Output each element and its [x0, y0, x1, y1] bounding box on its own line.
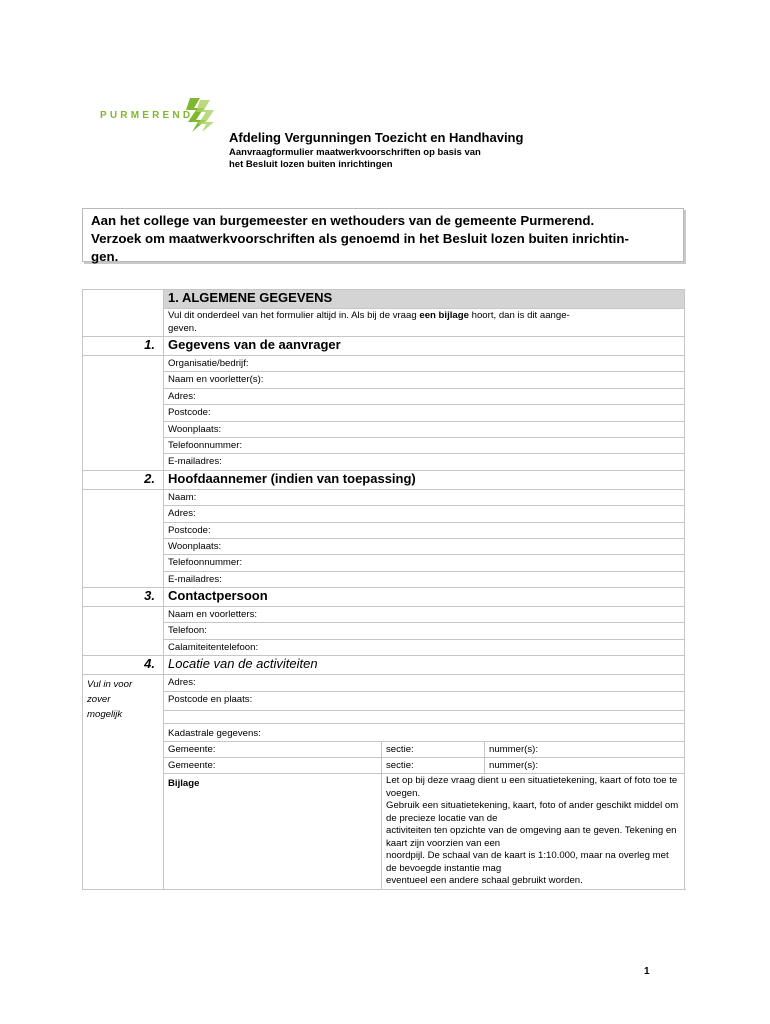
- field-calamiteitentelefoon[interactable]: Calamiteitentelefoon:: [164, 639, 685, 655]
- field-locatie-adres[interactable]: Adres:: [164, 675, 685, 691]
- logo-lightning-icon: [184, 96, 216, 132]
- empty-row[interactable]: [164, 710, 685, 723]
- intro-box: [82, 208, 684, 262]
- field-naam-voorletters[interactable]: Naam en voorletter(s):: [164, 372, 685, 388]
- note-text-3: geven.: [168, 322, 197, 334]
- field-woonplaats[interactable]: Woonplaats:: [164, 421, 685, 437]
- note-text-2: hoort, dan is dit aange-: [468, 310, 570, 321]
- field-hoofdaannemer-adres[interactable]: Adres:: [164, 506, 685, 522]
- page-number: 1: [644, 966, 650, 977]
- bijlage-line-4: noordpijl. De schaal van de kaart is 1:10.000, maar na overleg met de bevoegde instantie mag: [386, 850, 669, 874]
- general-data-form: [82, 289, 685, 890]
- section-title: 1. ALGEMENE GEGEVENS: [164, 290, 685, 309]
- form-subtitle: [229, 147, 589, 171]
- side-note-line-3: mogelijk: [87, 709, 123, 721]
- intro-line-2: Verzoek om maatwerkvoorschriften als genoemd in het Besluit lozen buiten inrichtin-: [91, 231, 629, 246]
- bijlage-label: Bijlage: [164, 774, 382, 890]
- subtitle-line-1: Aanvraagformulier maatwerkvoorschriften op basis van: [229, 147, 481, 158]
- field-sectie-2[interactable]: sectie:: [382, 758, 485, 774]
- field-contact-naam[interactable]: Naam en voorletters:: [164, 607, 685, 623]
- field-kadastraal-label: Kadastrale gegevens:: [164, 723, 685, 741]
- logo-text: PURMEREND: [100, 110, 194, 121]
- group-3-number: 3.: [83, 588, 164, 607]
- bijlage-line-2: Gebruik een situatietekening, kaart, foto of ander geschikt middel om de precieze locatie van de: [386, 800, 679, 824]
- section-note: [164, 309, 685, 337]
- purmerend-logo: [100, 96, 220, 132]
- group-2-number: 2.: [83, 470, 164, 489]
- side-note: [83, 675, 164, 890]
- field-hoofdaannemer-email[interactable]: E-mailadres:: [164, 571, 685, 587]
- side-note-line-1: Vul in voor: [87, 679, 133, 691]
- note-text-1: Vul dit onderdeel van het formulier altijd in. Als bij de vraag: [168, 310, 420, 321]
- group-3-title: Contactpersoon: [164, 588, 685, 607]
- group-4-number: 4.: [83, 656, 164, 675]
- left-cell-empty: [83, 290, 164, 337]
- field-telefoonnummer[interactable]: Telefoonnummer:: [164, 437, 685, 453]
- subtitle-line-2: het Besluit lozen buiten inrichtingen: [229, 159, 393, 170]
- intro-line-1: Aan het college van burgemeester en wethouders van de gemeente Purmerend.: [91, 213, 595, 228]
- field-postcode-plaats[interactable]: Postcode en plaats:: [164, 691, 685, 710]
- field-hoofdaannemer-postcode[interactable]: Postcode:: [164, 522, 685, 538]
- field-gemeente-2[interactable]: Gemeente:: [164, 758, 382, 774]
- field-emailadres[interactable]: E-mailadres:: [164, 454, 685, 470]
- field-organisatie[interactable]: Organisatie/bedrijf:: [164, 356, 685, 372]
- bijlage-text: [382, 774, 685, 890]
- note-bold: een bijlage: [419, 310, 469, 321]
- field-nummer-2[interactable]: nummer(s):: [485, 758, 685, 774]
- side-note-line-2: zover: [87, 694, 111, 706]
- department-title: Afdeling Vergunningen Toezicht en Handhaving: [229, 130, 524, 145]
- intro-line-3: gen.: [91, 249, 119, 264]
- field-adres[interactable]: Adres:: [164, 388, 685, 404]
- field-hoofdaannemer-telefoon[interactable]: Telefoonnummer:: [164, 555, 685, 571]
- field-hoofdaannemer-naam[interactable]: Naam:: [164, 489, 685, 505]
- group-4-title: Locatie van de activiteiten: [164, 656, 685, 675]
- field-postcode[interactable]: Postcode:: [164, 405, 685, 421]
- field-contact-telefoon[interactable]: Telefoon:: [164, 623, 685, 639]
- field-sectie-1[interactable]: sectie:: [382, 741, 485, 757]
- bijlage-line-1: Let op bij deze vraag dient u een situatietekening, kaart of foto toe te voegen.: [386, 775, 678, 799]
- field-nummer-1[interactable]: nummer(s):: [485, 741, 685, 757]
- field-gemeente-1[interactable]: Gemeente:: [164, 741, 382, 757]
- bijlage-line-3: activiteiten ten opzichte van de omgeving aan te geven. Tekening en kaart zijn voorzien van een: [386, 825, 677, 849]
- bijlage-line-5: eventueel een andere schaal gebruikt worden.: [386, 875, 583, 887]
- group-1-title: Gegevens van de aanvrager: [164, 337, 685, 356]
- group-1-number: 1.: [83, 337, 164, 356]
- field-hoofdaannemer-woonplaats[interactable]: Woonplaats:: [164, 538, 685, 554]
- group-2-title: Hoofdaannemer (indien van toepassing): [164, 470, 685, 489]
